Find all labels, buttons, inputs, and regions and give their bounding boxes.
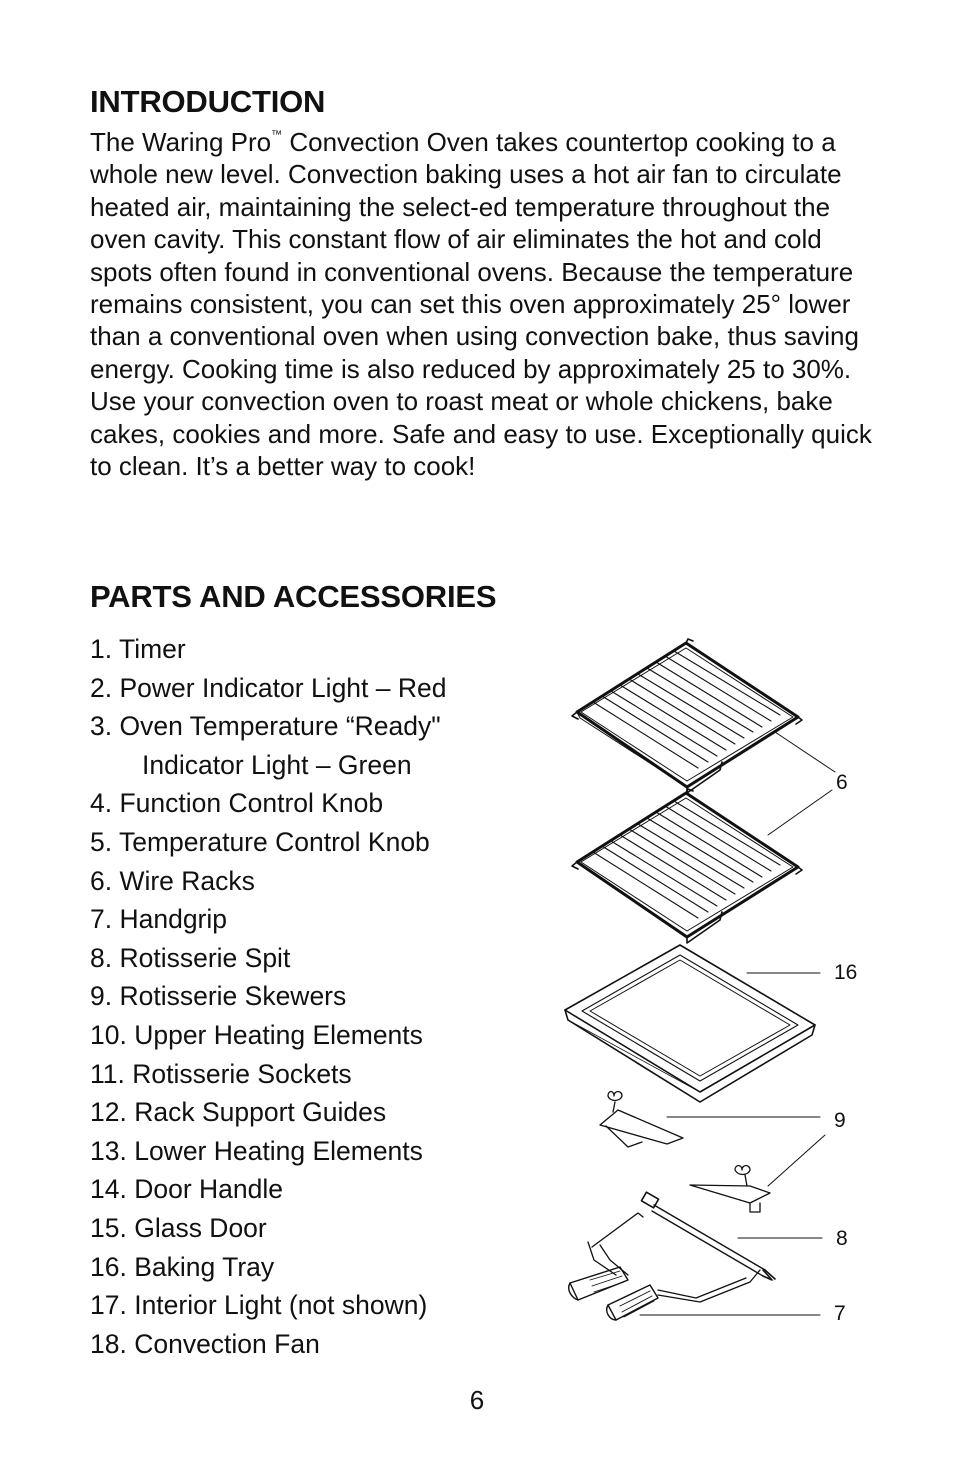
list-item: 7. Handgrip [90,904,228,935]
callout-skewers: 9 [834,1109,846,1132]
list-item: 17. Interior Light (not shown) [90,1290,428,1321]
callout-wire-racks: 6 [836,771,848,794]
accessories-illustration [550,630,880,1340]
brand-name: The Waring Pro [90,127,272,157]
parts-list [90,630,446,1363]
list-item: 6. Wire Racks [90,865,255,896]
rotisserie-skewer-upper [600,1092,683,1148]
callout-spit: 8 [836,1227,848,1250]
parts-heading: PARTS AND ACCESSORIES [90,579,497,614]
introduction-paragraph [90,126,880,482]
rotisserie-skewer-lower [690,1166,770,1213]
page-number: 6 [469,1385,485,1415]
accessories-diagram [550,630,880,1340]
list-item-continuation: Indicator Light – Green [142,749,412,780]
baking-tray [565,945,815,1102]
trademark-symbol: ™ [271,129,283,141]
list-item: 16. Baking Tray [90,1251,275,1282]
wire-rack-upper [572,639,802,793]
list-item: 15. Glass Door [90,1212,267,1243]
list-item: 18. Convection Fan [90,1328,320,1359]
list-item: 3. Oven Temperature “Ready" [90,711,441,742]
list-item: 4. Function Control Knob [90,788,384,819]
list-item: 8. Rotisserie Spit [90,942,291,973]
rotisserie-spit [641,1192,775,1280]
list-item: 11. Rotisserie Sockets [90,1058,352,1089]
introduction-text: Convection Oven takes countertop cooking to a whole new level. Convection baking uses a hot air fan to circulate heated air, maintaining the select-ed temperature throughout the oven cavity. This constant flow of air eliminates the hot and cold spots often found in conventional ovens. Because the temperature remains consistent, you can set this oven approximately 25° lower than a conventional oven when using convection bake, thus saving energy. Cooking time is also reduced by approximately 25 to 30%. Use your convection oven to roast meat or whole chickens, bake cakes, cookies and more. Safe and easy to use. Exceptionally quick to clean. It’s a better way to cook! [90,127,872,482]
list-item: 10. Upper Heating Elements [90,1019,423,1050]
wire-rack-lower [572,789,802,943]
handgrip [569,1213,760,1320]
list-item: 9. Rotisserie Skewers [90,981,347,1012]
callout-baking-tray: 16 [834,961,858,984]
list-item: 1. Timer [90,634,186,664]
callout-handgrip: 7 [834,1302,846,1325]
list-item: 5. Temperature Control Knob [90,826,430,857]
list-item: 13. Lower Heating Elements [90,1135,423,1166]
list-item: 12. Rack Support Guides [90,1097,387,1128]
list-item: 2. Power Indicator Light – Red [90,672,447,703]
list-item: 14. Door Handle [90,1174,283,1205]
introduction-heading: INTRODUCTION [90,84,326,119]
